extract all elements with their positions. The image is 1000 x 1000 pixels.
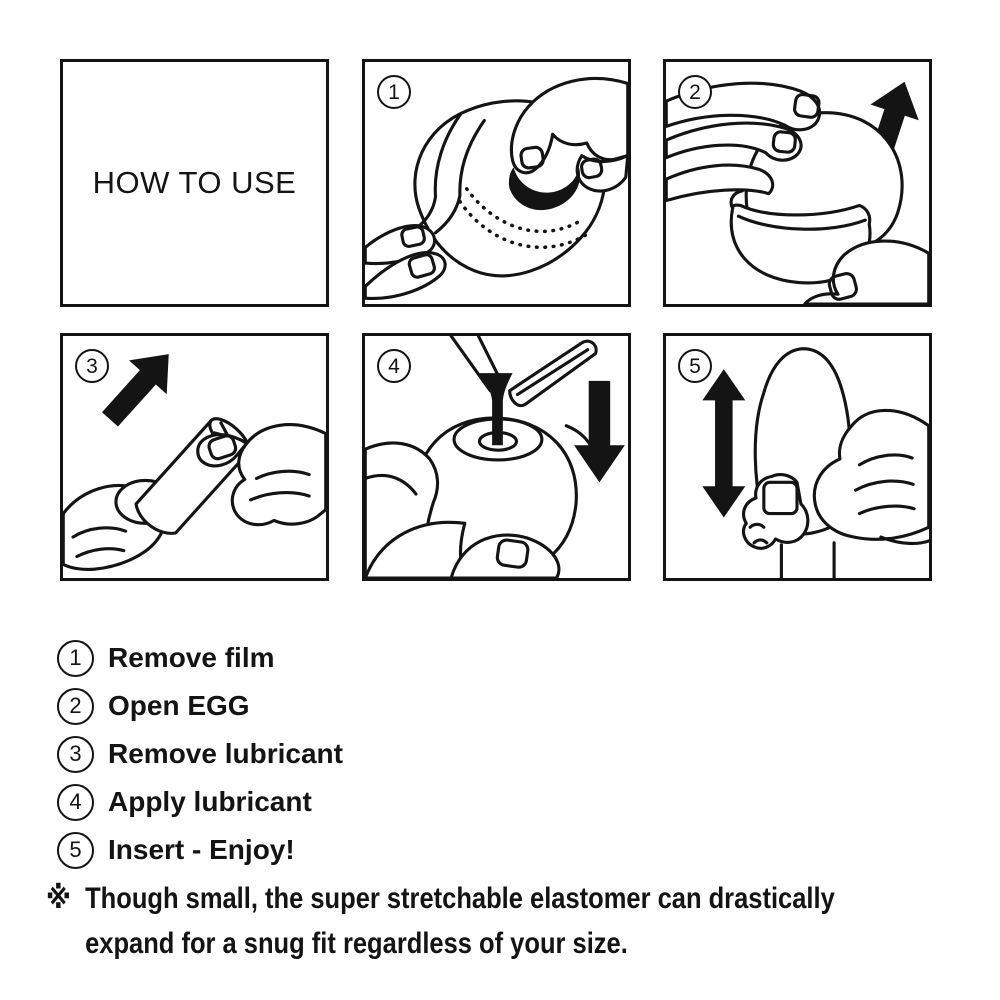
- shaft: [781, 543, 834, 578]
- step-1-badge: 1: [377, 75, 411, 109]
- arrow-up-icon: [91, 337, 187, 436]
- footnote: [46, 876, 947, 966]
- footnote-line-1: [46, 876, 947, 921]
- step-2-label: Open EGG: [108, 690, 250, 721]
- step-4-number: 4: [57, 784, 94, 821]
- step-2-number: 2: [57, 688, 94, 725]
- footnote-line-2: expand for a snug fit regardless of your size.: [85, 927, 628, 960]
- step-5-number: 5: [57, 832, 94, 869]
- panel-step-3-remove-lubricant: [60, 333, 329, 581]
- footnote-text-1: Though small, the super stretchable elastomer can drastically: [85, 882, 835, 915]
- lubricant-tube: [131, 413, 254, 542]
- step-3-label: Remove lubricant: [108, 738, 343, 769]
- step-1-number: 1: [57, 640, 94, 677]
- panel-step-5-insert-enjoy: [663, 333, 932, 581]
- arrow-down-icon: [574, 381, 625, 482]
- step-5-badge: 5: [678, 349, 712, 383]
- list-item: [57, 638, 343, 678]
- panel-step-1-remove-film: [362, 59, 631, 307]
- step-2-badge: 2: [678, 75, 712, 109]
- step-3-badge: 3: [75, 349, 109, 383]
- step-3-number: 3: [57, 736, 94, 773]
- hand-peeling: [509, 79, 628, 211]
- lubricant-sachet: [451, 336, 596, 406]
- list-item: [57, 734, 343, 774]
- reference-mark-icon: ※: [46, 882, 71, 915]
- list-item: [57, 782, 343, 822]
- step-1-label: Remove film: [108, 642, 275, 673]
- step-4-badge: 4: [377, 349, 411, 383]
- pinching-fingers: [365, 226, 445, 299]
- list-item: [57, 830, 343, 870]
- page-title: HOW TO USE: [92, 165, 297, 200]
- list-item: [57, 686, 343, 726]
- panel-step-4-apply-lubricant: [362, 333, 631, 581]
- step-4-label: Apply lubricant: [108, 786, 312, 817]
- step-5-label: Insert - Enjoy!: [108, 834, 295, 865]
- arrow-up-down-icon: [702, 369, 745, 517]
- panel-step-2-open-egg: [663, 59, 932, 307]
- step-list: [57, 638, 343, 878]
- title-panel: [60, 59, 329, 307]
